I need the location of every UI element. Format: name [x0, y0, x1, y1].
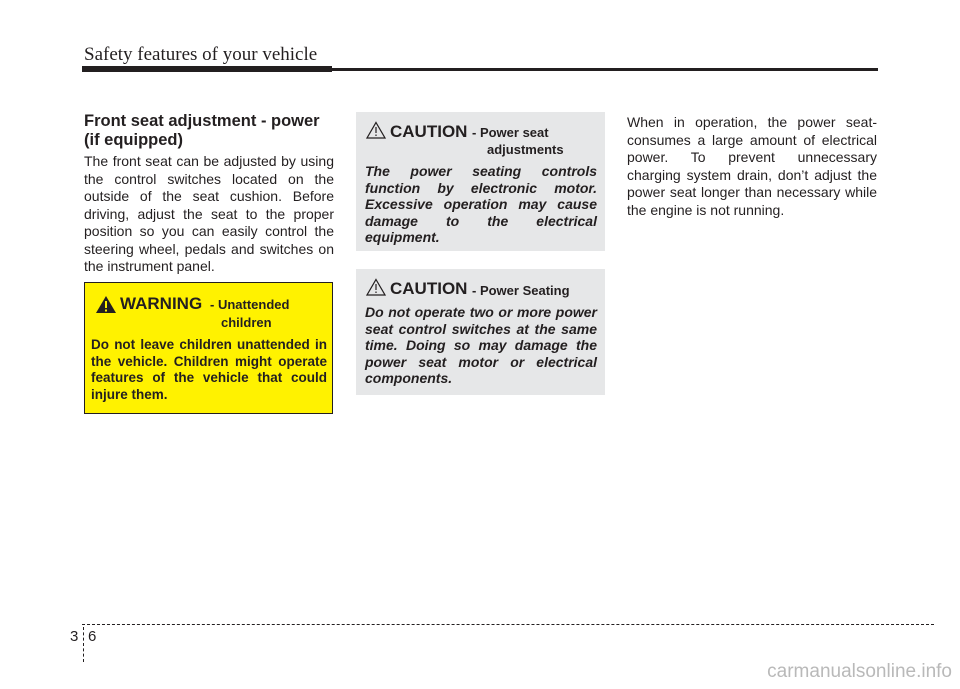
warning-text: Do not leave children unattended in the vehicle. Children might operate features of the vehicle that could injure them.	[91, 337, 327, 402]
caution-triangle-icon	[366, 121, 386, 139]
caution-text: The power seating controls function by electronic motor. Excessive operation may cause damage to the electrical equipment.	[365, 163, 597, 246]
chapter-number: 3	[70, 628, 79, 645]
caution-label: CAUTION	[390, 279, 468, 298]
warning-triangle-icon	[95, 295, 117, 314]
caution-label: CAUTION	[390, 122, 468, 141]
section-heading: Front seat adjustment - power (if equipped)	[84, 112, 320, 149]
page-header-title: Safety features of your vehicle	[84, 44, 318, 65]
page-number: 6	[88, 628, 97, 645]
watermark: carmanualsonline.info	[767, 661, 952, 682]
caution-text: Do not operate two or more power seat control switches at the same time. Doing so may damage the power seat motor or electrical components.	[365, 304, 597, 387]
caution-box-power-seat-adjustments	[356, 112, 605, 251]
caution-subtitle: - Power seat	[472, 125, 549, 140]
warning-subtitle-line2: children	[221, 315, 272, 330]
warning-subtitle: - Unattended	[210, 297, 290, 312]
warning-label: WARNING	[120, 294, 203, 313]
caution-subtitle-line2: adjustments	[487, 142, 564, 157]
header-rule-accent	[82, 66, 332, 72]
footer-divider	[83, 627, 84, 662]
warning-box	[84, 282, 333, 414]
right-column-paragraph: When in operation, the power seat- consumes a large amount of electrical power. To prevent unnecessary charging system drain, don’t adjust the power seat longer than necessary while the engine is not running.	[627, 114, 877, 218]
caution-subtitle: - Power Seating	[472, 283, 570, 298]
caution-box-power-seating	[356, 269, 605, 395]
caution-triangle-icon	[366, 278, 386, 296]
section-body: The front seat can be adjusted by using the control switches located on the outside of the seat cushion. Before driving, adjust the seat to the proper position so you can easily control the steering wheel, pedals and switches on the instrument panel.	[84, 153, 334, 274]
footer-rule	[82, 624, 934, 625]
